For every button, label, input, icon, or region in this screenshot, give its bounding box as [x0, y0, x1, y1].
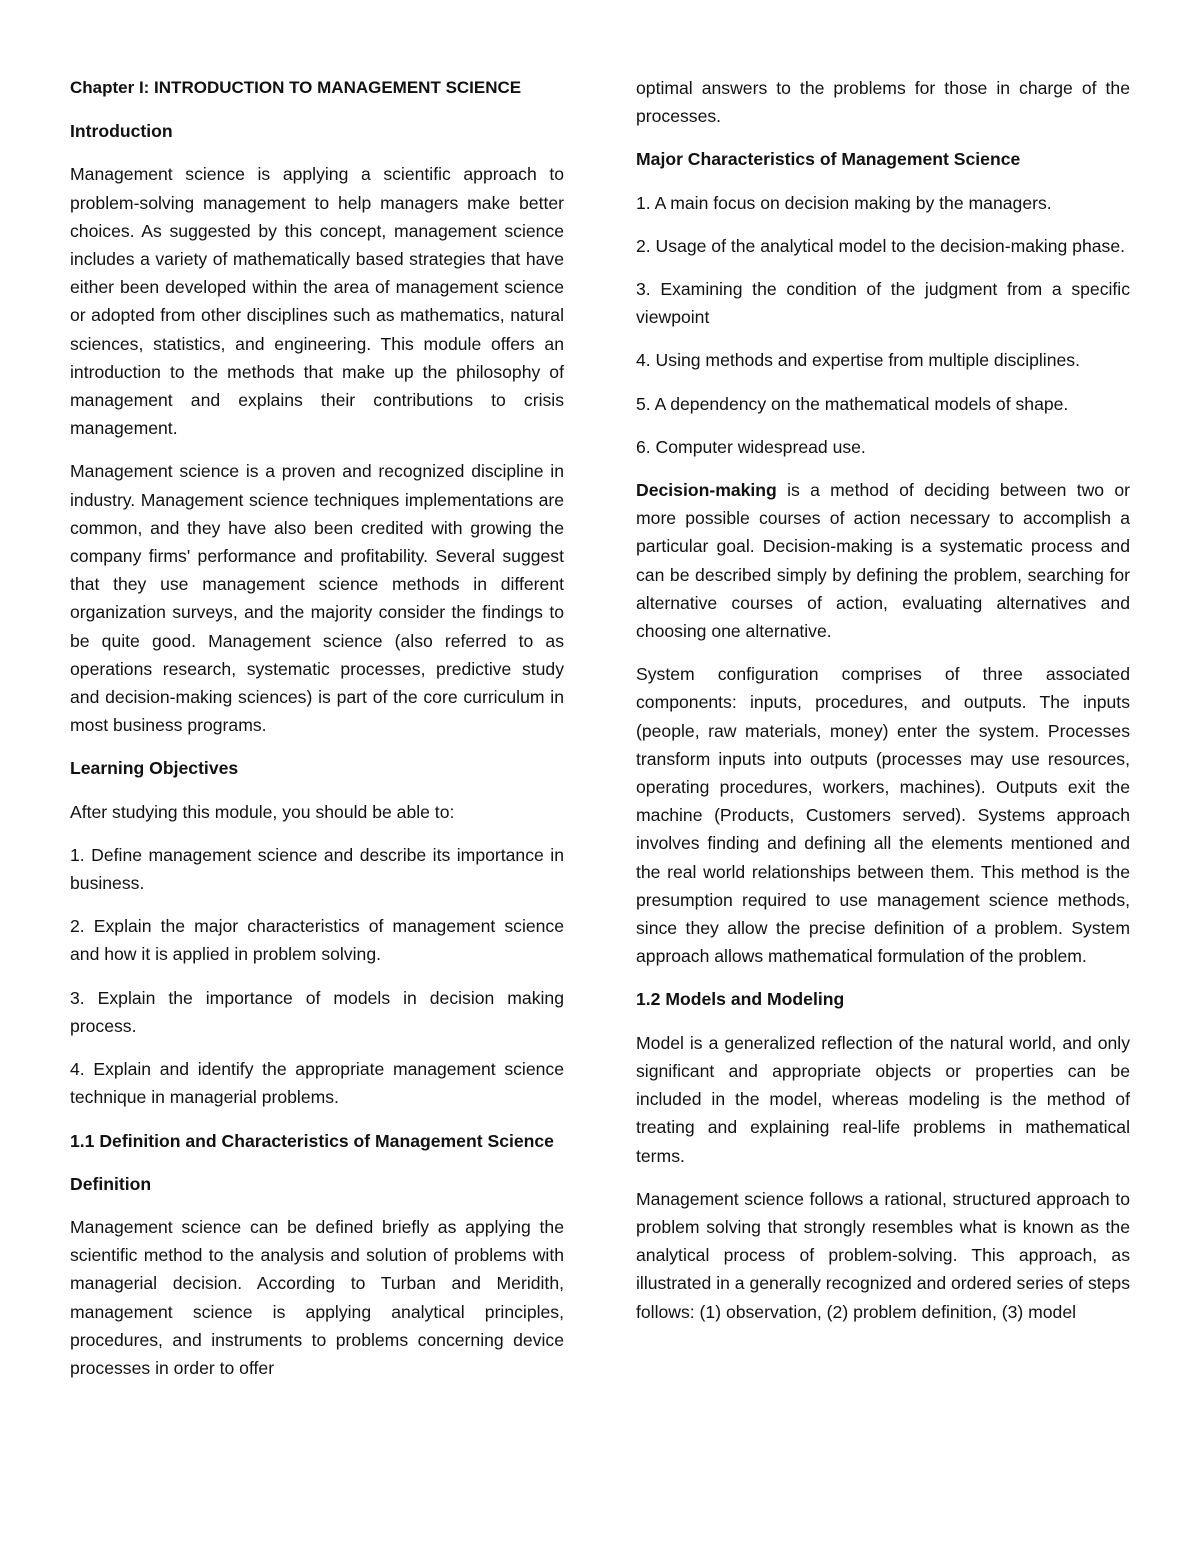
section-1-2-heading: 1.2 Models and Modeling — [636, 989, 845, 1010]
characteristic-item: 4. Using methods and expertise from multiple disciplines. — [636, 350, 1080, 371]
chapter-title: Chapter I: INTRODUCTION TO MANAGEMENT SCIENCE — [70, 78, 522, 97]
learning-objectives-heading: Learning Objectives — [70, 758, 239, 779]
approach-paragraph: Management science follows a rational, structured approach to problem solving that strongly resembles what is known as the analytical process of problem-solving. This approach, as illustrated in a generally recognized and ordered series of steps follows: (1) observation, (2) problem definition, (3) model — [636, 1188, 1130, 1322]
decision-making-text: is a method of deciding between two or more possible courses of action necessary to accomplish a particular goal. Decision-making is a systematic process and can be described simply by defining the problem, searching for alternative courses of action, evaluating alternatives and choosing one alternative. — [636, 480, 1130, 642]
characteristic-item: 5. A dependency on the mathematical models of shape. — [636, 393, 1069, 414]
objective-item: 2. Explain the major characteristics of management science and how it is applied in problem solving. — [70, 916, 564, 965]
decision-making-term: Decision-making — [636, 480, 777, 501]
characteristic-item: 2. Usage of the analytical model to the decision-making phase. — [636, 235, 1125, 256]
definition-paragraph: Management science can be defined briefly as applying the scientific method to the analysis and solution of problems with managerial decision. According to Turban and Meridith, management science is applying analytical principles, procedures, and instruments to problems concerning device processes in order to offer — [70, 1216, 564, 1378]
continuation-paragraph: optimal answers to the problems for those in charge of the processes. — [636, 78, 1130, 127]
objective-item: 4. Explain and identify the appropriate management science technique in managerial problems. — [70, 1059, 564, 1108]
objective-item: 1. Define management science and describe its importance in business. — [70, 844, 564, 894]
objective-item: 3. Explain the importance of models in decision making process. — [70, 987, 564, 1036]
introduction-heading: Introduction — [70, 121, 173, 142]
definition-heading: Definition — [70, 1173, 152, 1194]
characteristic-item: 3. Examining the condition of the judgment from a specific viewpoint — [636, 279, 1130, 328]
introduction-paragraph-2: Management science is a proven and recognized discipline in industry. Management science techniques implementations are common, and they have also been credited with growing the company firms' performance and profitability. Several suggest that they use management science methods in different organization surveys, and the majority consider the findings to be quite good. Management science (also referred to as operations research, systematic processes, predictive study and decision-making sciences) is part of the core curriculum in most business programs. — [70, 461, 564, 736]
characteristics-heading: Major Characteristics of Management Science — [636, 149, 1021, 170]
left-column — [70, 74, 564, 1397]
model-paragraph: Model is a generalized reflection of the natural world, and only significant and appropriate objects or properties can be included in the model, whereas modeling is the method of treating and explaining real-life problems in mathematical terms. — [636, 1032, 1130, 1166]
characteristic-item: 6. Computer widespread use. — [636, 436, 866, 457]
introduction-paragraph-1: Management science is applying a scientific approach to problem-solving management to help managers make better choices. As suggested by this concept, management science includes a variety of mathematically based strategies that have either been developed within the area of management science or adopted from other disciplines such as mathematics, natural sciences, statistics, and engineering. This module offers an introduction to the methods that make up the philosophy of management and explains their contributions to crisis management. — [70, 164, 564, 439]
right-column — [636, 74, 1130, 1341]
system-configuration-paragraph: System configuration comprises of three associated components: inputs, procedures, and outputs. The inputs (people, raw materials, money) enter the system. Processes transform inputs into outputs (processes may use resources, operating procedures, workers, machines). Outputs exit the machine (Products, Customers served). Systems approach involves finding and defining all the elements mentioned and the real world relationships between them. This method is the presumption required to use management science methods, since they allow the precise definition of a problem. System approach allows mathematical formulation of the problem. — [636, 664, 1130, 967]
decision-making-paragraph — [636, 476, 1130, 645]
characteristic-item: 1. A main focus on decision making by the managers. — [636, 192, 1052, 213]
learning-objectives-intro: After studying this module, you should be able to: — [70, 801, 455, 822]
section-1-1-heading: 1.1 Definition and Characteristics of Management Science — [70, 1130, 554, 1151]
